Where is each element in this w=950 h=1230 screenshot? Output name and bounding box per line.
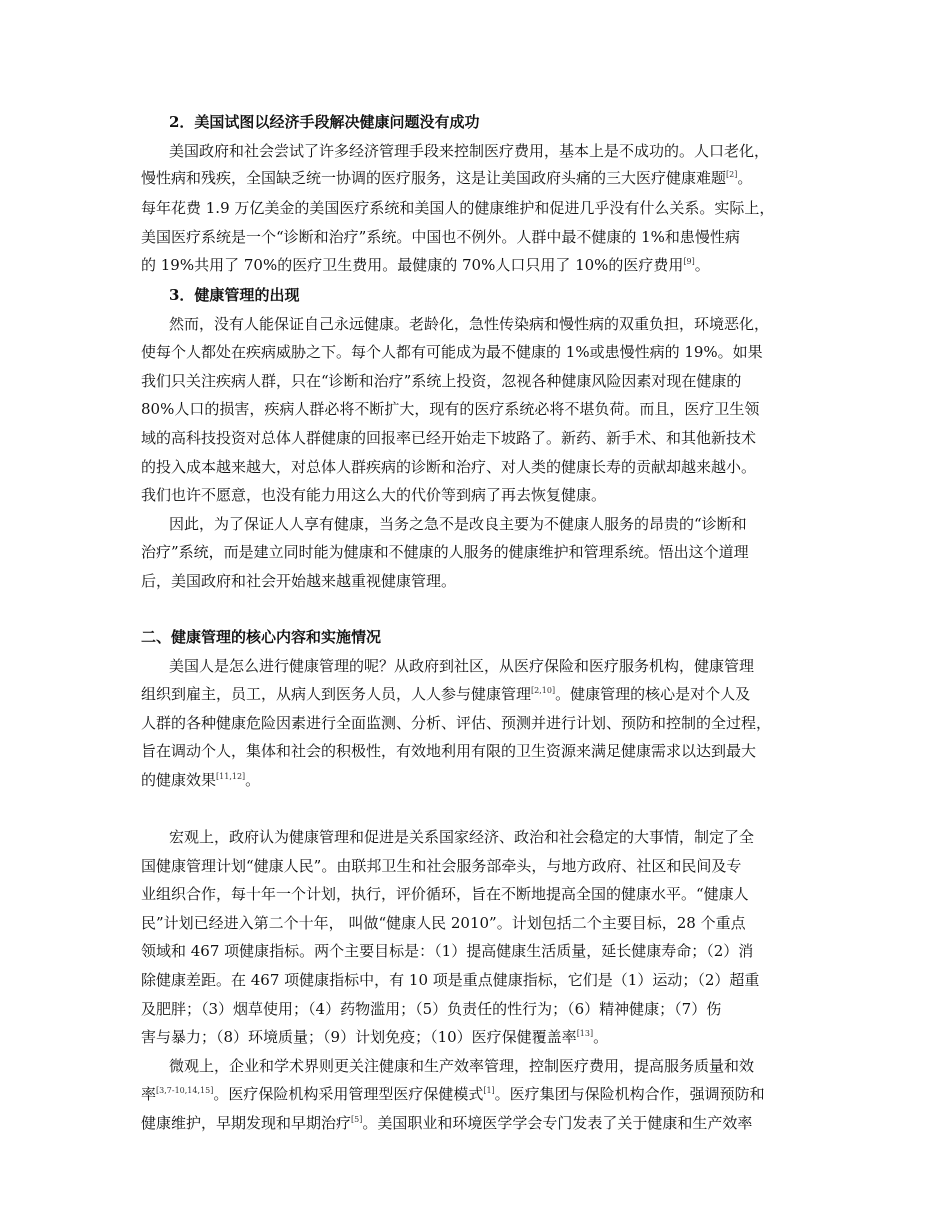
- paragraph-line: 治疗”系统，而是建立同时能为健康和不健康的人服务的健康维护和管理系统。悟出这个道理: [141, 543, 749, 561]
- line-text: 。: [694, 256, 710, 274]
- citation: [1]: [483, 1086, 495, 1095]
- citation: [13]: [576, 1029, 594, 1038]
- paragraph-line: 使每个人都处在疾病威胁之下。每个人都有可能成为最不健康的 1%或患慢性病的 19%。如果: [141, 343, 763, 361]
- paragraph-line: 我们只关注疾病人群，只在“诊断和治疗”系统上投资，忽视各种健康风险因素对现在健康的: [141, 372, 742, 390]
- line-text: 健康维护，早期发现和早期治疗: [141, 1114, 352, 1132]
- section-heading: 3．健康管理的出现: [169, 286, 300, 304]
- paragraph-line: [141, 1112, 752, 1134]
- paragraph-line: [141, 769, 260, 791]
- paragraph-line: 每年花费 1.9 万亿美金的美国医疗系统和美国人的健康维护和促进几乎没有什么关系。实际上，: [141, 199, 775, 217]
- paragraph-line: 旨在调动个人，集体和社会的积极性，有效地利用有限的卫生资源来满足健康需求以达到最大: [141, 742, 757, 760]
- line-text: 。: [593, 1028, 609, 1046]
- citation: [5]: [351, 1115, 363, 1124]
- paragraph-line: 人群的各种健康危险因素进行全面监测、分析、评估、预测并进行计划、预防和控制的全过程，: [141, 714, 772, 732]
- citation: [3,7-10,14,15]: [156, 1086, 214, 1095]
- citation: [2]: [726, 170, 738, 179]
- line-text: 慢性病和残疾，全国缺乏统一协调的医疗服务，这是让美国政府头痛的三大医疗健康难题: [141, 169, 727, 187]
- paragraph-line: 后，美国政府和社会开始越来越重视健康管理。: [141, 572, 457, 590]
- part-heading: 二、健康管理的核心内容和实施情况: [141, 628, 382, 646]
- paragraph-line: 民”计划已经进入第二个十年， 叫做“健康人民 2010”。计划包括二个主要目标，28 个重点: [141, 914, 746, 932]
- paragraph-line: 宏观上，政府认为健康管理和促进是关系国家经济、政治和社会稳定的大事情，制定了全: [169, 828, 755, 846]
- line-text: 。健康管理的核心是对个人及: [555, 685, 751, 703]
- paragraph-line: 我们也许不愿意，也没有能力用这么大的代价等到病了再去恢复健康。: [141, 486, 607, 504]
- line-text: 害与暴力；（8）环境质量；（9）计划免疫；（10）医疗保健覆盖率: [141, 1028, 577, 1046]
- line-text: 。: [737, 169, 753, 187]
- paragraph-line: [141, 1026, 608, 1048]
- paragraph-line: 美国政府和社会尝试了许多经济管理手段来控制医疗费用，基本上是不成功的。人口老化，: [169, 142, 770, 160]
- citation: [11,12]: [216, 772, 246, 781]
- line-text: 。: [245, 771, 261, 789]
- paragraph-line: 美国医疗系统是一个“诊断和治疗”系统。中国也不例外。人群中最不健康的 1%和患慢性病: [141, 228, 740, 246]
- line-text: 组织到雇主，员工，从病人到医务人员，人人参与健康管理: [141, 685, 532, 703]
- paragraph-line: 领域和 467 项健康指标。两个主要目标是：（1）提高健康生活质量，延长健康寿命；（2）消: [141, 942, 754, 960]
- line-text: 。医疗集团与保险机构合作，强调预防和: [494, 1085, 765, 1103]
- line-text: 的 19%共用了 70%的医疗卫生费用。最健康的 70%人口只用了 10%的医疗费用: [141, 256, 684, 274]
- paragraph-line: 的投入成本越来越大，对总体人群疾病的诊断和治疗、对人类的健康长寿的贡献却越来越小。: [141, 458, 757, 476]
- paragraph-line: [141, 683, 750, 705]
- citation: [2,10]: [531, 686, 556, 695]
- paragraph-line: 美国人是怎么进行健康管理的呢？从政府到社区，从医疗保险和医疗服务机构，健康管理: [169, 657, 755, 675]
- paragraph-line: 业组织合作，每十年一个计划，执行，评价循环，旨在不断地提高全国的健康水平。“健康人: [141, 885, 749, 903]
- paragraph-line: 80%人口的损害，疾病人群必将不断扩大，现有的医疗系统必将不堪负荷。而且，医疗卫生领: [141, 400, 760, 418]
- paragraph-line: 微观上，企业和学术界则更关注健康和生产效率管理，控制医疗费用，提高服务质量和效: [169, 1057, 755, 1075]
- line-text: 率: [141, 1085, 157, 1103]
- paragraph-line: [141, 167, 752, 189]
- citation: [9]: [683, 257, 695, 266]
- paragraph-line: 因此，为了保证人人享有健康，当务之急不是改良主要为不健康人服务的昂贵的“诊断和: [169, 515, 747, 533]
- line-text: 。美国职业和环境医学学会专门发表了关于健康和生产效率: [362, 1114, 753, 1132]
- paragraph-line: 域的高科技投资对总体人群健康的回报率已经开始走下坡路了。新药、新手术、和其他新技术: [141, 429, 757, 447]
- paragraph-line: [141, 1083, 765, 1105]
- paragraph-line: 及肥胖；（3）烟草使用；（4）药物滥用；（5）负责任的性行为；（6）精神健康；（7）伤: [141, 1000, 722, 1018]
- paragraph-line: 国健康管理计划“健康人民”。由联邦卫生和社会服务部牵头，与地方政府、社区和民间及专: [141, 857, 742, 875]
- paragraph-line: 除健康差距。在 467 项健康指标中，有 10 项是重点健康指标，它们是（1）运动；（2）超重: [141, 971, 760, 989]
- section-heading: 2．美国试图以经济手段解决健康问题没有成功: [169, 113, 480, 131]
- line-text: 。医疗保险机构采用管理型医疗保健模式: [213, 1085, 484, 1103]
- paragraph-line: 然而，没有人能保证自己永远健康。老龄化，急性传染病和慢性病的双重负担，环境恶化，: [169, 315, 770, 333]
- line-text: 的健康效果: [141, 771, 217, 789]
- paragraph-line: [141, 254, 710, 276]
